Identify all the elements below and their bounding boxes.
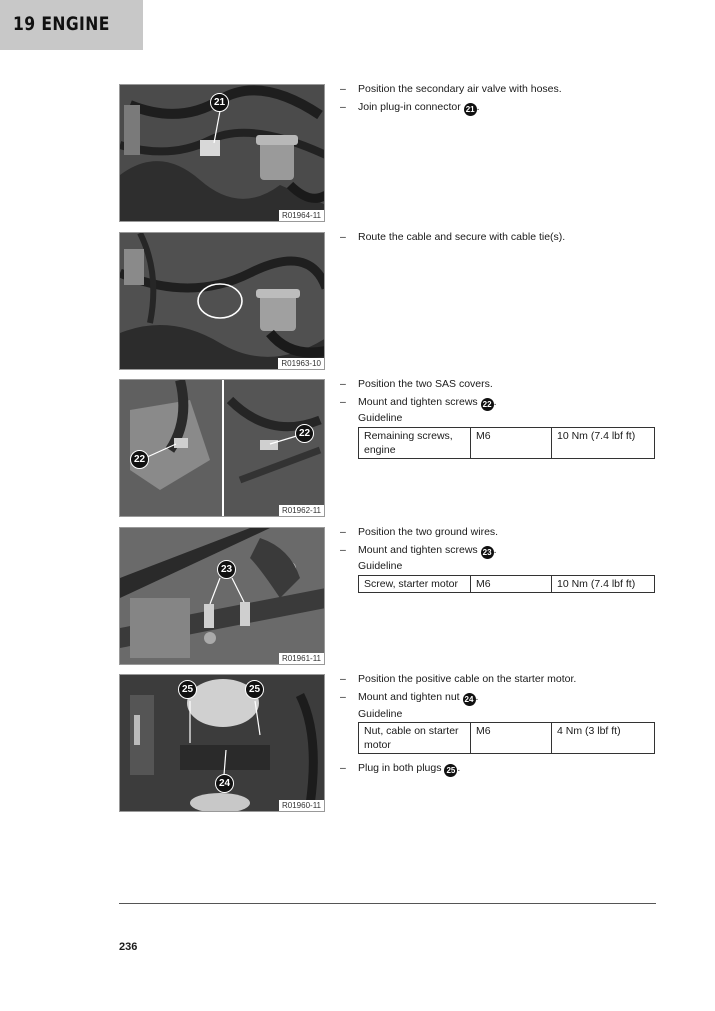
callout-21: 21 (210, 93, 229, 112)
photo-code: R01963-10 (278, 358, 324, 369)
photo-cable-route (119, 232, 325, 370)
step-text: Mount and tighten screws (358, 396, 481, 408)
chapter-header (0, 0, 143, 50)
step-text: Mount and tighten screws (358, 544, 481, 556)
step-line: – Route the cable and secure with cable tie(s). (340, 231, 566, 243)
step-line: – Plug in both plugs 25 . (340, 762, 461, 775)
step-line: – Mount and tighten screws 23 . (340, 544, 497, 557)
step-text: Join plug-in connector (358, 101, 464, 113)
photo-ground-wires (119, 527, 325, 665)
table-row (359, 428, 655, 459)
step-text: Route the cable and secure with cable tie(s). (358, 231, 566, 243)
engine-photo-illustration (120, 380, 325, 517)
step-text: Plug in both plugs (358, 762, 445, 774)
engine-photo-illustration (120, 528, 325, 665)
torque-value: 10 Nm (7.4 lbf ft) (552, 576, 655, 593)
torque-table (358, 427, 655, 459)
torque-table (358, 575, 655, 593)
step-line: – Position the secondary air valve with hoses. (340, 83, 562, 95)
callout-badge: 22 (481, 398, 494, 411)
photo-secondary-air-valve (119, 84, 325, 222)
photo-starter-motor-cable (119, 674, 325, 812)
step-text: Position the positive cable on the starter motor. (358, 673, 577, 685)
torque-thread: M6 (471, 576, 552, 593)
callout-24: 24 (215, 774, 234, 793)
step-line: – Position the two ground wires. (340, 526, 499, 538)
photo-code: R01964-11 (279, 210, 324, 221)
page-number: 236 (119, 941, 138, 953)
step-text: Position the two ground wires. (358, 526, 499, 538)
torque-thread: M6 (471, 428, 552, 459)
table-row (359, 576, 655, 593)
step-line: – Position the positive cable on the starter motor. (340, 673, 577, 685)
callout-badge: 24 (463, 693, 476, 706)
guideline-label: Guideline (358, 560, 403, 572)
photo-sas-covers (119, 379, 325, 517)
torque-value: 4 Nm (3 lbf ft) (552, 723, 655, 754)
callout-25: 25 (178, 680, 197, 699)
step-line: – Position the two SAS covers. (340, 378, 493, 390)
engine-photo-illustration (120, 233, 325, 370)
torque-thread: M6 (471, 723, 552, 754)
torque-part: Nut, cable on starter motor (359, 723, 471, 754)
step-line: – Mount and tighten nut 24 . (340, 691, 479, 704)
step-line: – Join plug-in connector 21 . (340, 101, 480, 114)
step-text: Position the two SAS covers. (358, 378, 493, 390)
table-row (359, 723, 655, 754)
torque-value: 10 Nm (7.4 lbf ft) (552, 428, 655, 459)
step-text: Position the secondary air valve with hoses. (358, 83, 562, 95)
guideline-label: Guideline (358, 412, 403, 424)
step-line: – Mount and tighten screws 22 . (340, 396, 497, 409)
callout-badge: 25 (444, 764, 457, 777)
step-text: Mount and tighten nut (358, 691, 463, 703)
callout-22: 22 (295, 424, 314, 443)
callout-23: 23 (217, 560, 236, 579)
footer-divider (119, 903, 656, 904)
callout-22: 22 (130, 450, 149, 469)
photo-code: R01960-11 (279, 800, 324, 811)
torque-part: Remaining screws, engine (359, 428, 471, 459)
chapter-title: 19 ENGINE (13, 13, 110, 35)
callout-badge: 21 (464, 103, 477, 116)
guideline-label: Guideline (358, 708, 403, 720)
callout-badge: 23 (481, 546, 494, 559)
torque-part: Screw, starter motor (359, 576, 471, 593)
photo-code: R01961-11 (279, 653, 324, 664)
torque-table (358, 722, 655, 754)
photo-code: R01962-11 (279, 505, 324, 516)
callout-25: 25 (245, 680, 264, 699)
